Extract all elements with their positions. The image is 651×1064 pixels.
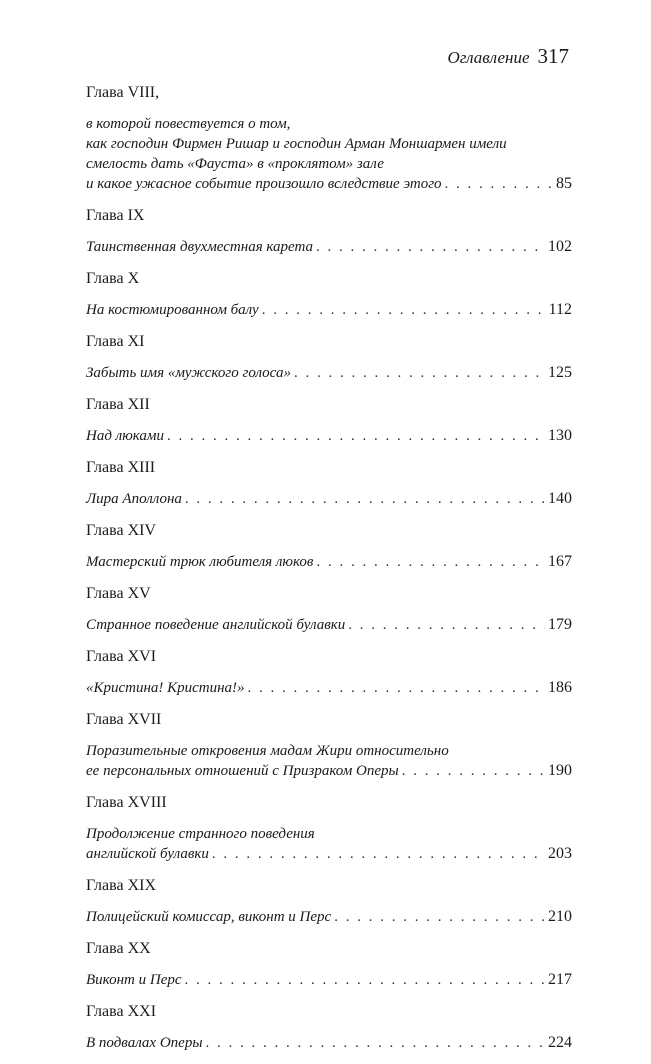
chapter-page-number: 179 <box>548 616 572 633</box>
dot-leader <box>206 1033 546 1053</box>
chapter-page-number: 167 <box>548 553 572 570</box>
dot-leader <box>294 363 545 383</box>
chapter-heading: Глава XIII <box>86 459 156 476</box>
chapter-heading: Глава XI <box>86 333 145 350</box>
chapter-title-text: Виконт и Перс <box>86 972 182 988</box>
chapter-title-final-line <box>86 907 572 927</box>
chapter-title-final-line <box>86 761 572 781</box>
table-of-contents <box>86 82 572 1064</box>
toc-entry <box>86 394 572 446</box>
chapter-page-number: 210 <box>548 908 572 925</box>
chapter-title-final-line <box>86 678 572 698</box>
chapter-title-line: в которой повествуется о том, <box>86 116 291 132</box>
dot-leader <box>402 761 545 781</box>
chapter-page-number: 125 <box>548 364 572 381</box>
toc-entry <box>86 1001 572 1053</box>
toc-entry <box>86 268 572 320</box>
toc-entry <box>86 792 572 864</box>
chapter-title-text: и какое ужасное событие произошло вследствие этого <box>86 176 442 192</box>
running-head <box>447 44 569 69</box>
dot-leader <box>334 907 545 927</box>
chapter-title-line: как господин Фирмен Ришар и господин Арман Моншармен имели <box>86 136 507 152</box>
chapter-title-line: смелость дать «Фауста» в «проклятом» зале <box>86 156 384 172</box>
chapter-title-text: Лира Аполлона <box>86 491 182 507</box>
dot-leader <box>185 970 545 990</box>
chapter-heading: Глава XVI <box>86 648 157 665</box>
chapter-page-number: 85 <box>556 175 572 192</box>
chapter-heading: Глава XVII <box>86 711 162 728</box>
chapter-title-final-line <box>86 426 572 446</box>
chapter-heading: Глава XVIII <box>86 794 167 811</box>
dot-leader <box>167 426 545 446</box>
chapter-title-line: Поразительные откровения мадам Жири относительно <box>86 743 449 759</box>
toc-entry <box>86 82 572 194</box>
toc-entry <box>86 205 572 257</box>
toc-entry <box>86 457 572 509</box>
chapter-title-final-line <box>86 970 572 990</box>
chapter-page-number: 140 <box>548 490 572 507</box>
toc-entry <box>86 583 572 635</box>
toc-entry <box>86 709 572 781</box>
chapter-page-number: 112 <box>548 301 572 318</box>
chapter-title-text: Странное поведение английской булавки <box>86 617 346 633</box>
chapter-title-final-line <box>86 363 572 383</box>
chapter-title-text: ее персональных отношений с Призраком Оперы <box>86 763 399 779</box>
chapter-page-number: 130 <box>548 427 572 444</box>
chapter-heading: Глава X <box>86 270 140 287</box>
chapter-title-text: Полицейский комиссар, виконт и Перс <box>86 909 332 925</box>
dot-leader <box>316 552 545 572</box>
chapter-page-number: 203 <box>548 845 572 862</box>
chapter-page-number: 186 <box>548 679 572 696</box>
chapter-heading: Глава XIV <box>86 522 157 539</box>
chapter-title-text: На костюмированном балу <box>86 302 259 318</box>
dot-leader <box>262 300 546 320</box>
chapter-title-final-line <box>86 552 572 572</box>
dot-leader <box>185 489 545 509</box>
dot-leader <box>248 678 545 698</box>
chapter-title-final-line <box>86 300 572 320</box>
chapter-title-final-line <box>86 844 572 864</box>
page-number: 317 <box>537 44 569 68</box>
chapter-title-text: Таинственная двухместная карета <box>86 239 314 255</box>
chapter-page-number: 190 <box>548 762 572 779</box>
chapter-title-text: Мастерский трюк любителя люков <box>86 554 314 570</box>
toc-entry <box>86 331 572 383</box>
toc-entry <box>86 938 572 990</box>
toc-entry <box>86 646 572 698</box>
chapter-heading: Глава XIX <box>86 877 157 894</box>
chapter-title-final-line <box>86 174 572 194</box>
chapter-title-text: Забыть имя «мужского голоса» <box>86 365 291 381</box>
chapter-page-number: 102 <box>548 238 572 255</box>
toc-entry <box>86 875 572 927</box>
chapter-heading: Глава XXI <box>86 1003 157 1020</box>
toc-entry <box>86 520 572 572</box>
chapter-heading: Глава XX <box>86 940 151 957</box>
chapter-title-text: Над люками <box>86 428 165 444</box>
dot-leader <box>348 615 545 635</box>
chapter-title-final-line <box>86 237 572 257</box>
chapter-heading: Глава VIII, <box>86 84 160 101</box>
chapter-page-number: 217 <box>548 971 572 988</box>
chapter-title-final-line <box>86 1033 572 1053</box>
running-head-title: Оглавление <box>447 48 530 67</box>
chapter-title-final-line <box>86 489 572 509</box>
dot-leader <box>212 844 545 864</box>
chapter-heading: Глава XV <box>86 585 151 602</box>
chapter-title-final-line <box>86 615 572 635</box>
dot-leader <box>445 174 553 194</box>
chapter-title-text: «Кристина! Кристина!» <box>86 680 245 696</box>
chapter-title-text: английской булавки <box>86 846 209 862</box>
chapter-page-number: 224 <box>548 1034 572 1051</box>
chapter-heading: Глава IX <box>86 207 145 224</box>
dot-leader <box>316 237 545 257</box>
chapter-title-text: В подвалах Оперы <box>86 1035 203 1051</box>
chapter-heading: Глава XII <box>86 396 150 413</box>
chapter-title-line: Продолжение странного поведения <box>86 826 315 842</box>
